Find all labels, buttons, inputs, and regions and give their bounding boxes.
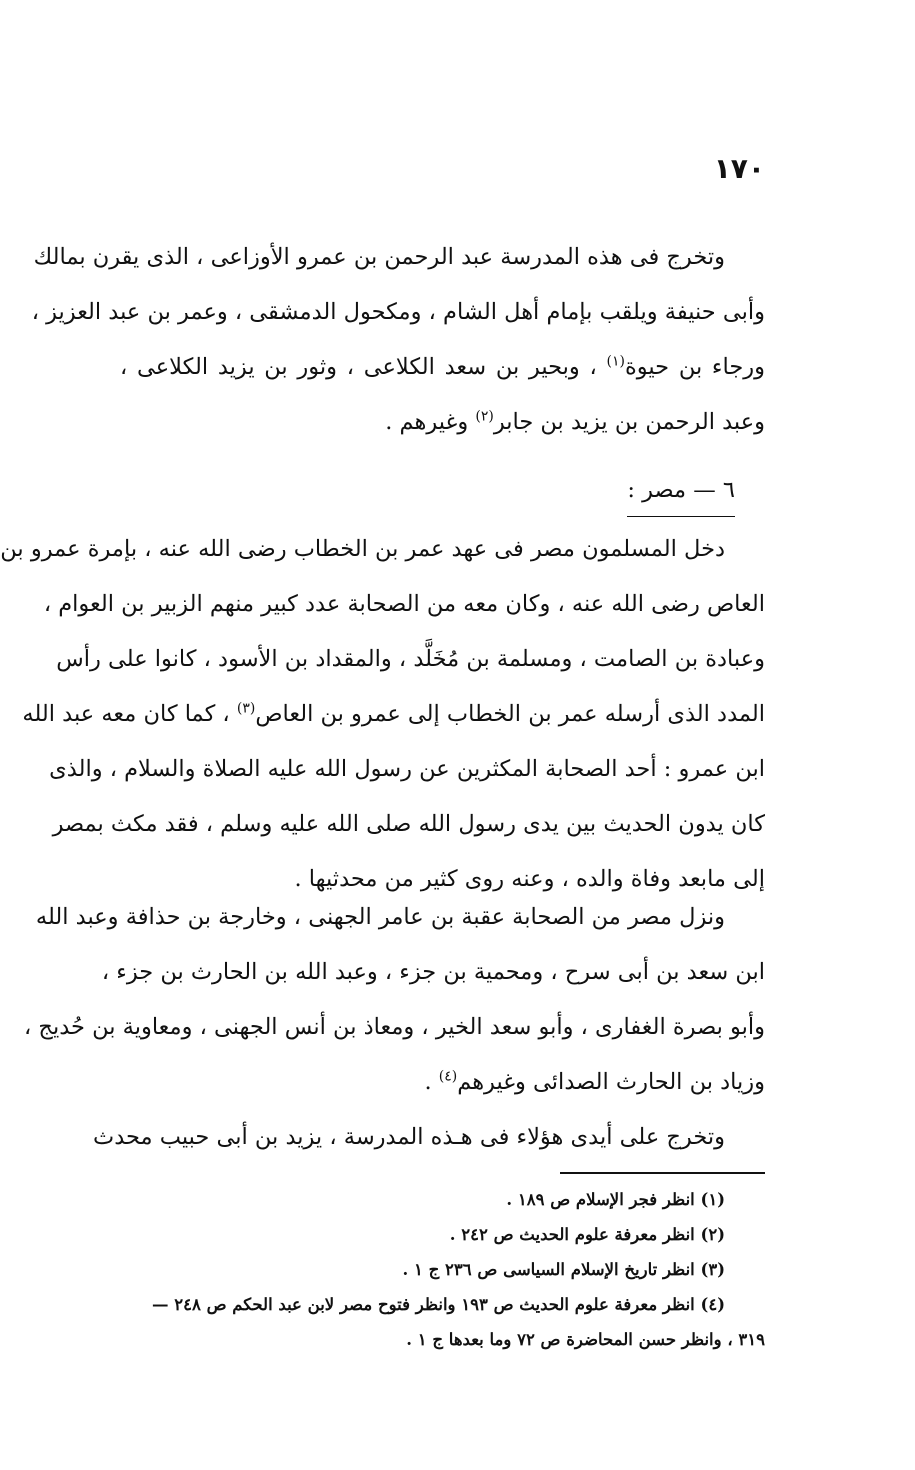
footnote-ref-2: (٢) [475,408,494,425]
line-text: . [424,1069,432,1095]
footnote-divider [560,1172,765,1174]
paragraph-graduates [93,1110,765,1165]
footnote-4: (٤) انظر معرفة علوم الحديث ص ١٩٣ وانظر فتوح مصر لابن عبد الحكم ص ٢٤٨ — [152,1295,725,1314]
paragraph-line [22,687,765,742]
footnote-ref-4: (٤) [438,1068,458,1085]
paragraph-line [120,340,765,395]
paragraph-line: إلى مابعد وفاة والده ، وعنه روى كثير من محدثيها . [294,866,765,892]
footnote-4-continued: ٣١٩ ، وانظر حسن المحاضرة ص ٧٢ وما بعدها ج ١ . [406,1330,765,1349]
paragraph-line: العاص رضى الله عنه ، وكان معه من الصحابة عدد كبير منهم الزبير بن العوام ، [43,591,765,617]
paragraph-line [120,1055,765,1110]
section-heading-egypt: ٦ — مصر : [627,470,735,517]
paragraph-line [120,395,765,450]
footnote-1: (١) انظر فجر الإسلام ص ١٨٩ . [506,1190,725,1209]
paragraph-line: ونزل مصر من الصحابة عقبة بن عامر الجهنى ، وخارجة بن حذافة وعبد الله [35,904,725,930]
line-text: المدد الذى أرسله عمر بن الخطاب إلى عمرو بن العاص [255,701,765,727]
paragraph-egypt-conquest [0,522,765,907]
paragraph-line: كان يدون الحديث بين يدى رسول الله صلى الله عليه وسلم ، فقد مكث بمصر [52,811,765,837]
page-number: ١٧٠ [713,152,765,185]
line-text: وعبد الرحمن بن يزيد بن جابر [493,409,765,435]
paragraph-awzai-school [31,230,765,450]
footnote-2: (٢) انظر معرفة علوم الحديث ص ٢٤٢ . [449,1225,725,1244]
footnote-ref-3: (٣) [236,700,256,717]
footnote-3: (٣) انظر تاريخ الإسلام السياسى ص ٢٣٦ ج ١ . [402,1260,725,1279]
footnote-ref-1: (١) [606,353,625,370]
paragraph-line: ابن عمرو : أحد الصحابة المكثرين عن رسول الله عليه الصلاة والسلام ، والذى [49,756,765,782]
line-text: وغيرهم . [385,409,469,435]
paragraph-line: وعبادة بن الصامت ، ومسلمة بن مُخَلَّد ، والمقداد بن الأسود ، كانوا على رأس [56,646,765,672]
paragraph-companions-in-egypt [24,890,765,1110]
paragraph-line: وأبى حنيفة ويلقب بإمام أهل الشام ، ومكحول الدمشقى ، وعمر بن عبد العزيز ، [31,299,765,325]
line-text: ، وبحير بن سعد الكلاعى ، وثور بن يزيد الكلاعى ، [120,354,597,380]
line-text: ورجاء بن حيوة [624,354,765,380]
line-text: وزياد بن الحارث الصدائى وغيرهم [457,1069,765,1095]
paragraph-line: ابن سعد بن أبى سرح ، ومحمية بن جزء ، وعبد الله بن الحارث بن جزء ، [101,959,765,985]
paragraph-line: دخل المسلمون مصر فى عهد عمر بن الخطاب رضى الله عنه ، بإمرة عمرو بن [0,536,725,562]
paragraph-line: وتخرج على أيدى هؤلاء فى هـذه المدرسة ، يزيد بن أبى حبيب محدث [93,1124,725,1150]
line-text: ، كما كان معه عبد الله [22,701,230,727]
paragraph-line: وتخرج فى هذه المدرسة عبد الرحمن بن عمرو الأوزاعى ، الذى يقرن بمالك [33,244,725,270]
paragraph-line: وأبو بصرة الغفارى ، وأبو سعد الخير ، ومعاذ بن أنس الجهنى ، ومعاوية بن حُديج ، [24,1014,765,1040]
footnotes [120,1182,765,1357]
